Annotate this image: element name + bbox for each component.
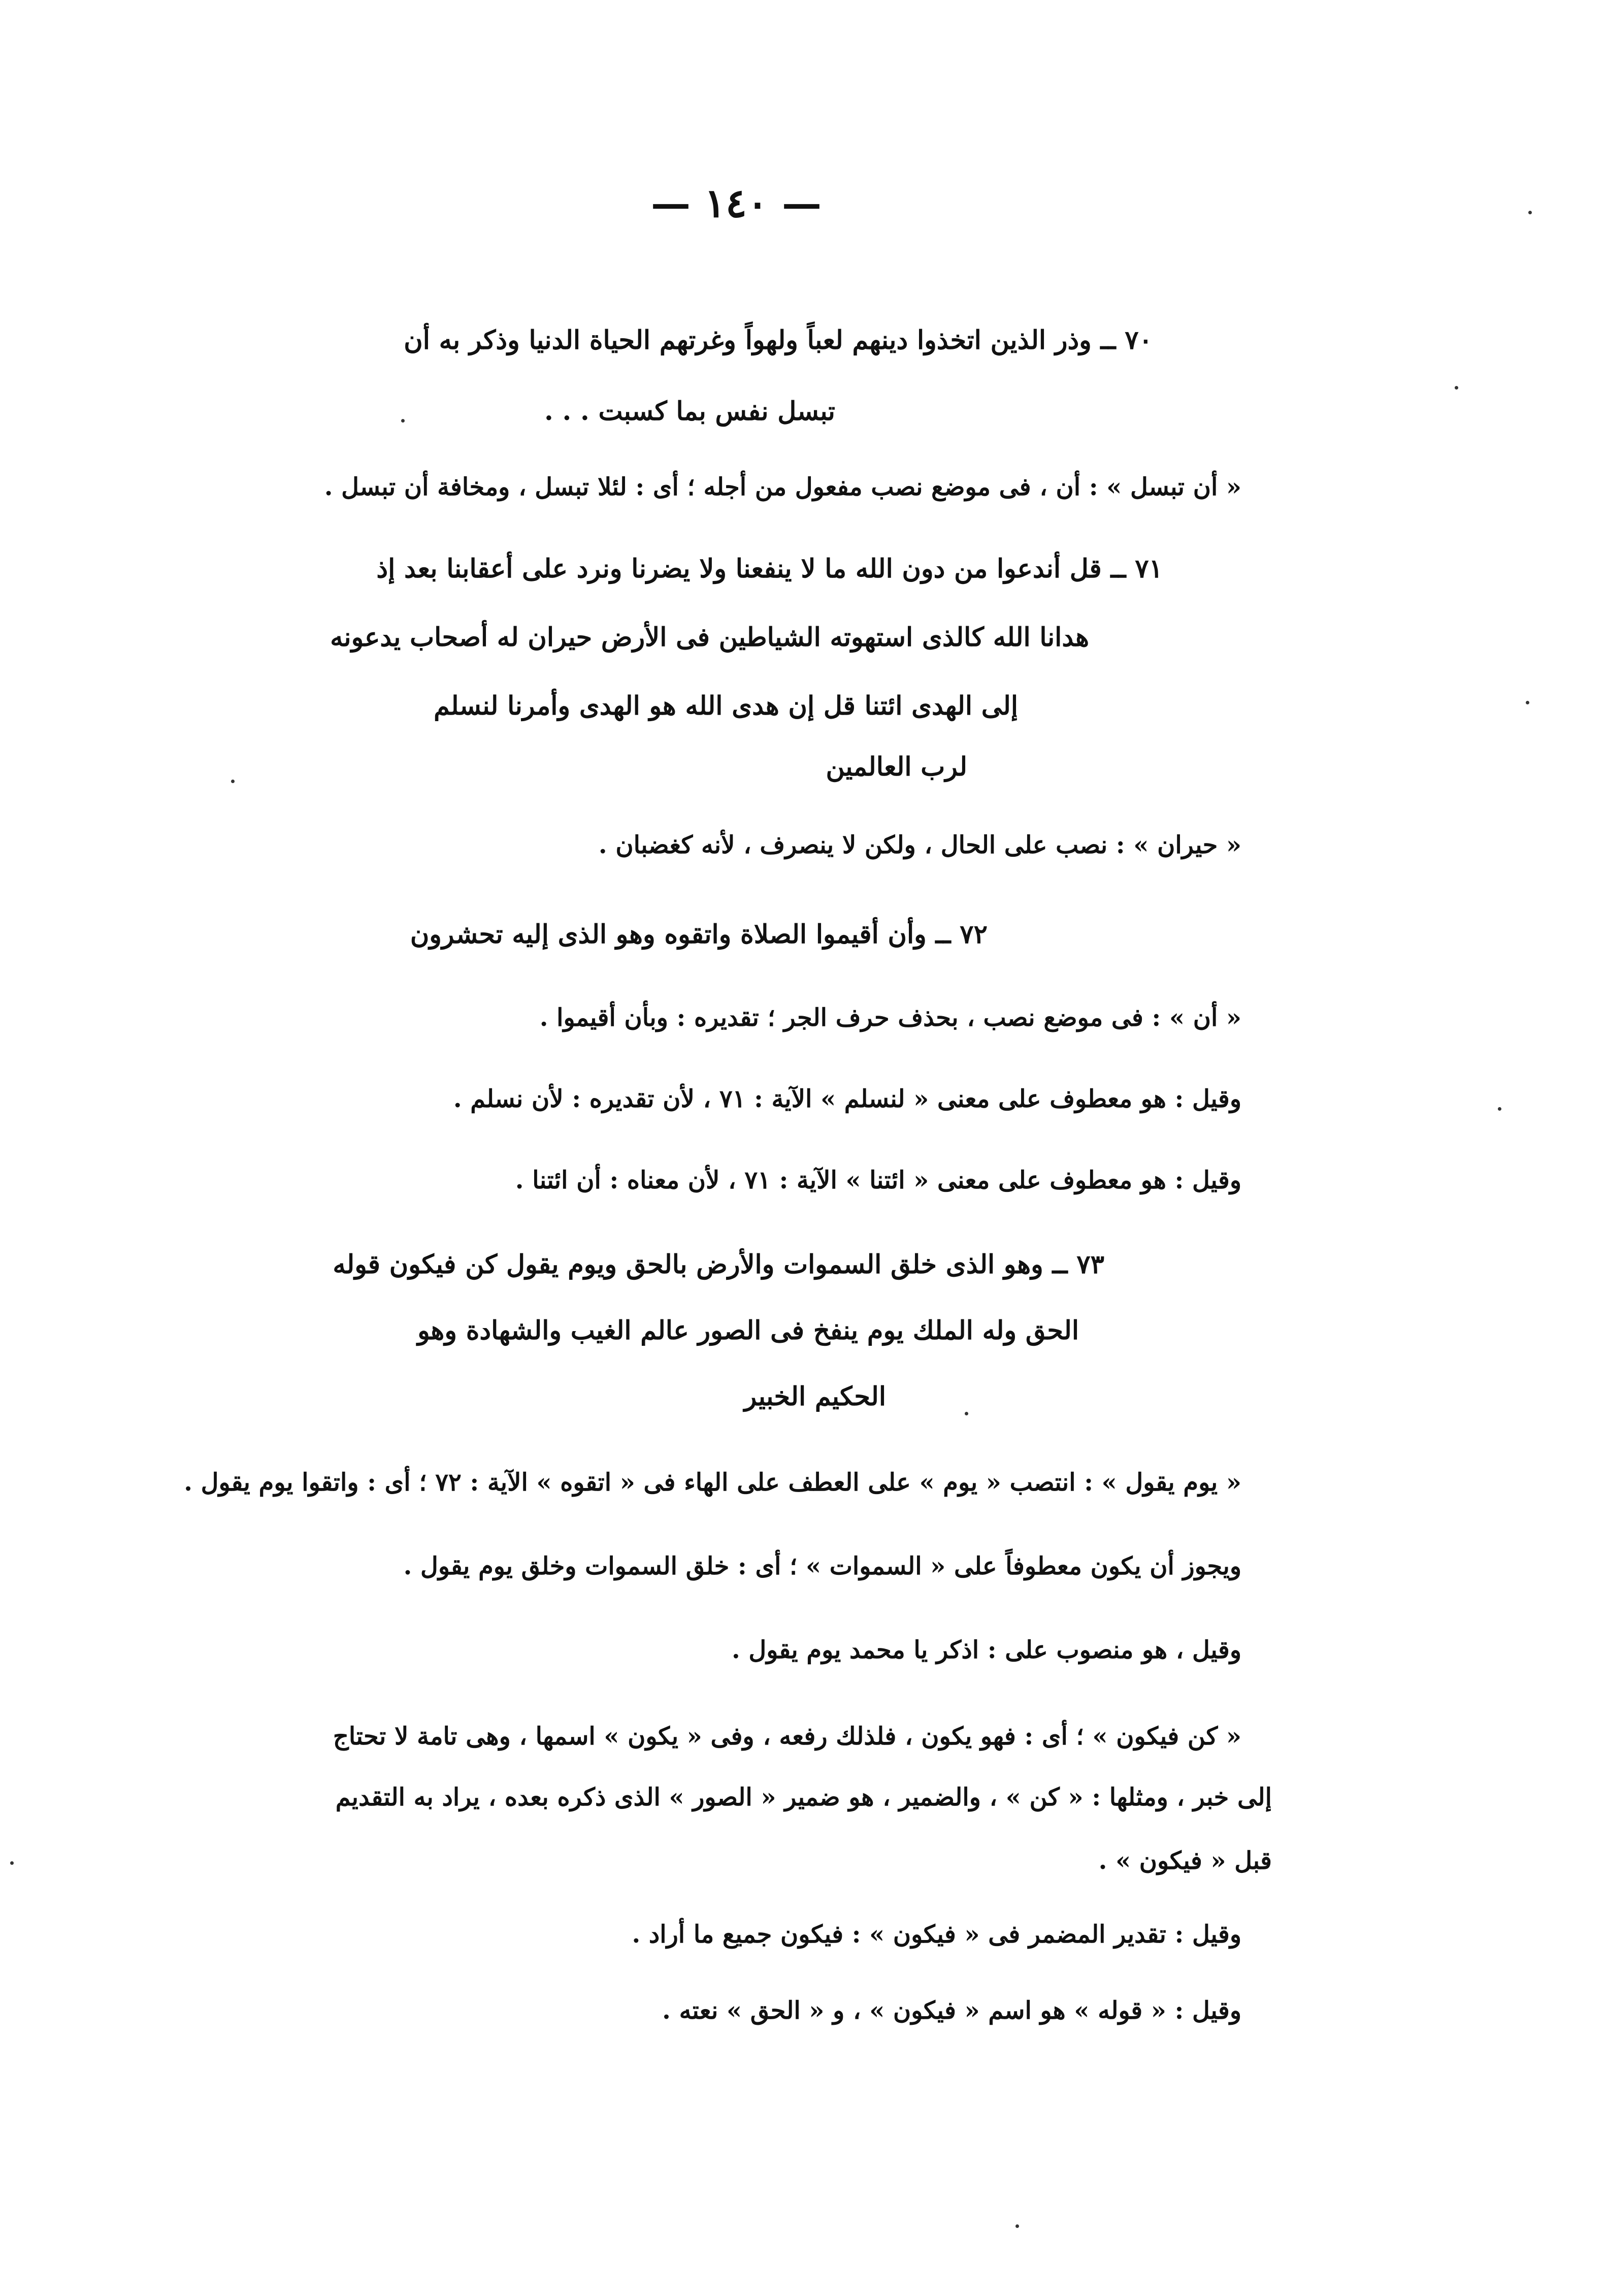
- scan-speck: [965, 1412, 968, 1415]
- verse-70-line-1: ٧٠ ــ وذر الذين اتخذوا دينهم لعباً ولهواً وغرتهم الحياة الدنيا وذكر به أن: [404, 325, 1153, 355]
- scan-speck: [1526, 701, 1529, 704]
- verse-71-line-3: إلى الهدى ائتنا قل إن هدى الله هو الهدى وأمرنا لنسلم: [434, 691, 1018, 721]
- commentary-line: « حيران » : نصب على الحال ، ولكن لا ينصرف ، لأنه كغضبان .: [598, 831, 1241, 859]
- scan-speck: [10, 1861, 14, 1865]
- commentary-line: وقيل : تقدير المضمر فى « فيكون » : فيكون جميع ما أراد .: [632, 1920, 1241, 1949]
- commentary-line: وقيل ، هو منصوب على : اذكر يا محمد يوم يقول .: [731, 1636, 1241, 1664]
- commentary-line: « يوم يقول » : انتصب « يوم » على العطف على الهاء فى « اتقوه » الآية : ٧٢ ؛ أى : واتقوا يوم يقول .: [184, 1468, 1241, 1497]
- commentary-line: إلى خبر ، ومثلها : « كن » ، والضمير ، هو ضمير « الصور » الذى ذكره بعده ، يراد به التقديم: [335, 1783, 1272, 1812]
- verse-73-line-3: الحكيم الخبير: [744, 1381, 886, 1412]
- scan-speck: [1498, 1107, 1501, 1111]
- scan-speck: [401, 419, 405, 423]
- scan-speck: [1015, 2224, 1019, 2228]
- page-number-dash-right: —: [768, 180, 822, 227]
- page-number-dash-left: —: [651, 180, 705, 227]
- verse-71-line-4: لرب العالمين: [826, 752, 967, 782]
- page-number-value: ١٤٠: [704, 180, 768, 227]
- verse-72-line-1: ٧٢ ــ وأن أقيموا الصلاة واتقوه وهو الذى إليه تحشرون: [410, 919, 988, 950]
- verse-71-line-2: هدانا الله كالذى استهوته الشياطين فى الأرض حيران له أصحاب يدعونه: [330, 622, 1089, 653]
- commentary-line: « كن فيكون » ؛ أى : فهو يكون ، فلذلك رفعه ، وفى « يكون » اسمها ، وهى تامة لا تحتاج: [333, 1722, 1241, 1751]
- scan-speck: [1528, 211, 1532, 214]
- verse-73-line-1: ٧٣ ــ وهو الذى خلق السموات والأرض بالحق ويوم يقول كن فيكون قوله: [333, 1249, 1104, 1280]
- commentary-line: قبل « فيكون » .: [1098, 1847, 1272, 1875]
- commentary-line: « أن تبسل » : أن ، فى موضع نصب مفعول من أجله ؛ أى : لئلا تبسل ، ومخافة أن تبسل .: [324, 473, 1241, 501]
- commentary-line: « أن » : فى موضع نصب ، بحذف حرف الجر ؛ تقديره : وبأن أقيموا .: [539, 1004, 1241, 1032]
- commentary-line: وقيل : هو معطوف على معنى « لنسلم » الآية : ٧١ ، لأن تقديره : لأن نسلم .: [453, 1085, 1241, 1113]
- commentary-line: ويجوز أن يكون معطوفاً على « السموات » ؛ أى : خلق السموات وخلق يوم يقول .: [403, 1552, 1241, 1580]
- verse-70-line-2: تبسل نفس بما كسبت . . .: [544, 396, 835, 427]
- verse-73-line-2: الحق وله الملك يوم ينفخ فى الصور عالم الغيب والشهادة وهو: [417, 1315, 1079, 1346]
- scan-speck: [1455, 386, 1458, 390]
- verse-71-line-1: ٧١ ــ قل أندعوا من دون الله ما لا ينفعنا ولا يضرنا ونرد على أعقابنا بعد إذ: [376, 554, 1163, 584]
- commentary-line: وقيل : هو معطوف على معنى « ائتنا » الآية : ٧١ ، لأن معناه : أن ائتنا .: [515, 1166, 1241, 1194]
- page-number: [630, 180, 843, 227]
- scan-speck: [231, 780, 235, 783]
- commentary-line: وقيل : « قوله » هو اسم « فيكون » ، و « الحق » نعته .: [662, 1996, 1241, 2025]
